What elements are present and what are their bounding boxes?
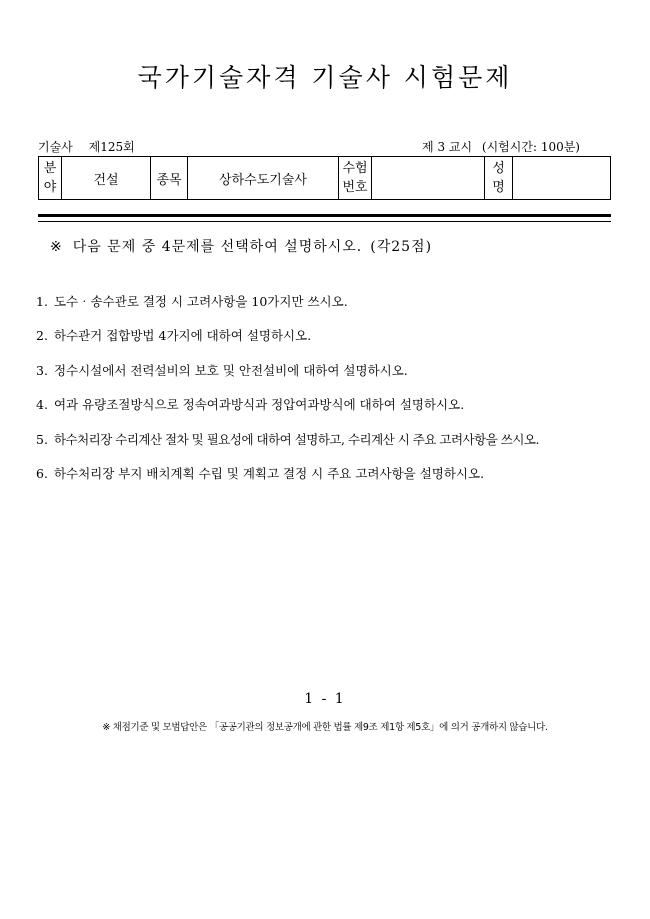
exam-category: 기술사: [38, 140, 73, 154]
exam-round: 제125회: [88, 140, 135, 154]
exam-number-label-bottom: 번호: [342, 180, 368, 195]
question-number: 6.: [36, 465, 48, 481]
exam-title: 국가기술자격 기술사 시험문제: [137, 63, 513, 92]
footnote: ※ 채점기준 및 모범답안은 「공공기관의 정보공개에 관한 법률 제9조 제1항 제5호」에 의거 공개하지 않습니다.: [102, 722, 548, 733]
exam-info: [38, 138, 588, 156]
divider-thick: [38, 214, 611, 217]
exam-header-table: [38, 156, 611, 200]
type-label: 종목: [151, 157, 188, 200]
exam-period: 제 3 교시: [422, 140, 473, 154]
field-label-cell: [39, 157, 62, 200]
name-label-cell: [485, 157, 513, 200]
name-field[interactable]: [513, 157, 611, 200]
question-number: 5.: [36, 431, 48, 447]
question-number: 3.: [36, 362, 48, 378]
page-number: 1 - 1: [304, 691, 346, 707]
exam-number-label-cell: [339, 157, 372, 200]
question-text: 하수관거 접합방법 4가지에 대하여 설명하시오.: [53, 328, 312, 344]
question-text: 정수시설에서 전력설비의 보호 및 안전설비에 대하여 설명하시오.: [53, 362, 408, 378]
divider-thin: [38, 221, 611, 222]
name-label-top: 성: [492, 161, 505, 176]
field-label-top: 분: [43, 161, 57, 176]
type-value: 상하수도기술사: [188, 157, 339, 200]
question-item: [36, 395, 626, 429]
question-number: 1.: [36, 294, 48, 309]
field-label-bottom: 야: [43, 180, 57, 195]
question-item: [36, 292, 626, 326]
instruction: [50, 236, 432, 256]
field-value: 건설: [62, 157, 151, 200]
name-label-bottom: 명: [492, 180, 505, 195]
instruction-text: 다음 문제 중 4문제를 선택하여 설명하시오.: [72, 239, 363, 255]
question-item: [36, 326, 626, 360]
question-item: [36, 361, 626, 395]
question-item: [36, 430, 626, 464]
exam-number-field[interactable]: [372, 157, 485, 200]
question-number: 2.: [36, 328, 48, 344]
question-text: 하수처리장 수리계산 절차 및 필요성에 대하여 설명하고, 수리계산 시 주요 고려사항을 쓰시오.: [53, 431, 539, 447]
question-item: [36, 464, 626, 498]
question-text: 여과 유량조절방식으로 정속여과방식과 정압여과방식에 대하여 설명하시오.: [53, 397, 465, 413]
question-list: [36, 292, 626, 498]
question-text: 하수처리장 부지 배치계획 수립 및 계획고 결정 시 주요 고려사항을 설명하시오.: [53, 465, 485, 481]
exam-duration: (시험시간: 100분): [481, 140, 580, 154]
question-number: 4.: [36, 397, 48, 413]
question-text: 도수‧송수관로 결정 시 고려사항을 10가지만 쓰시오.: [53, 294, 348, 309]
exam-number-label-top: 수험: [342, 161, 368, 176]
reference-mark: ※: [50, 239, 63, 255]
instruction-points: (각25점): [370, 239, 433, 255]
